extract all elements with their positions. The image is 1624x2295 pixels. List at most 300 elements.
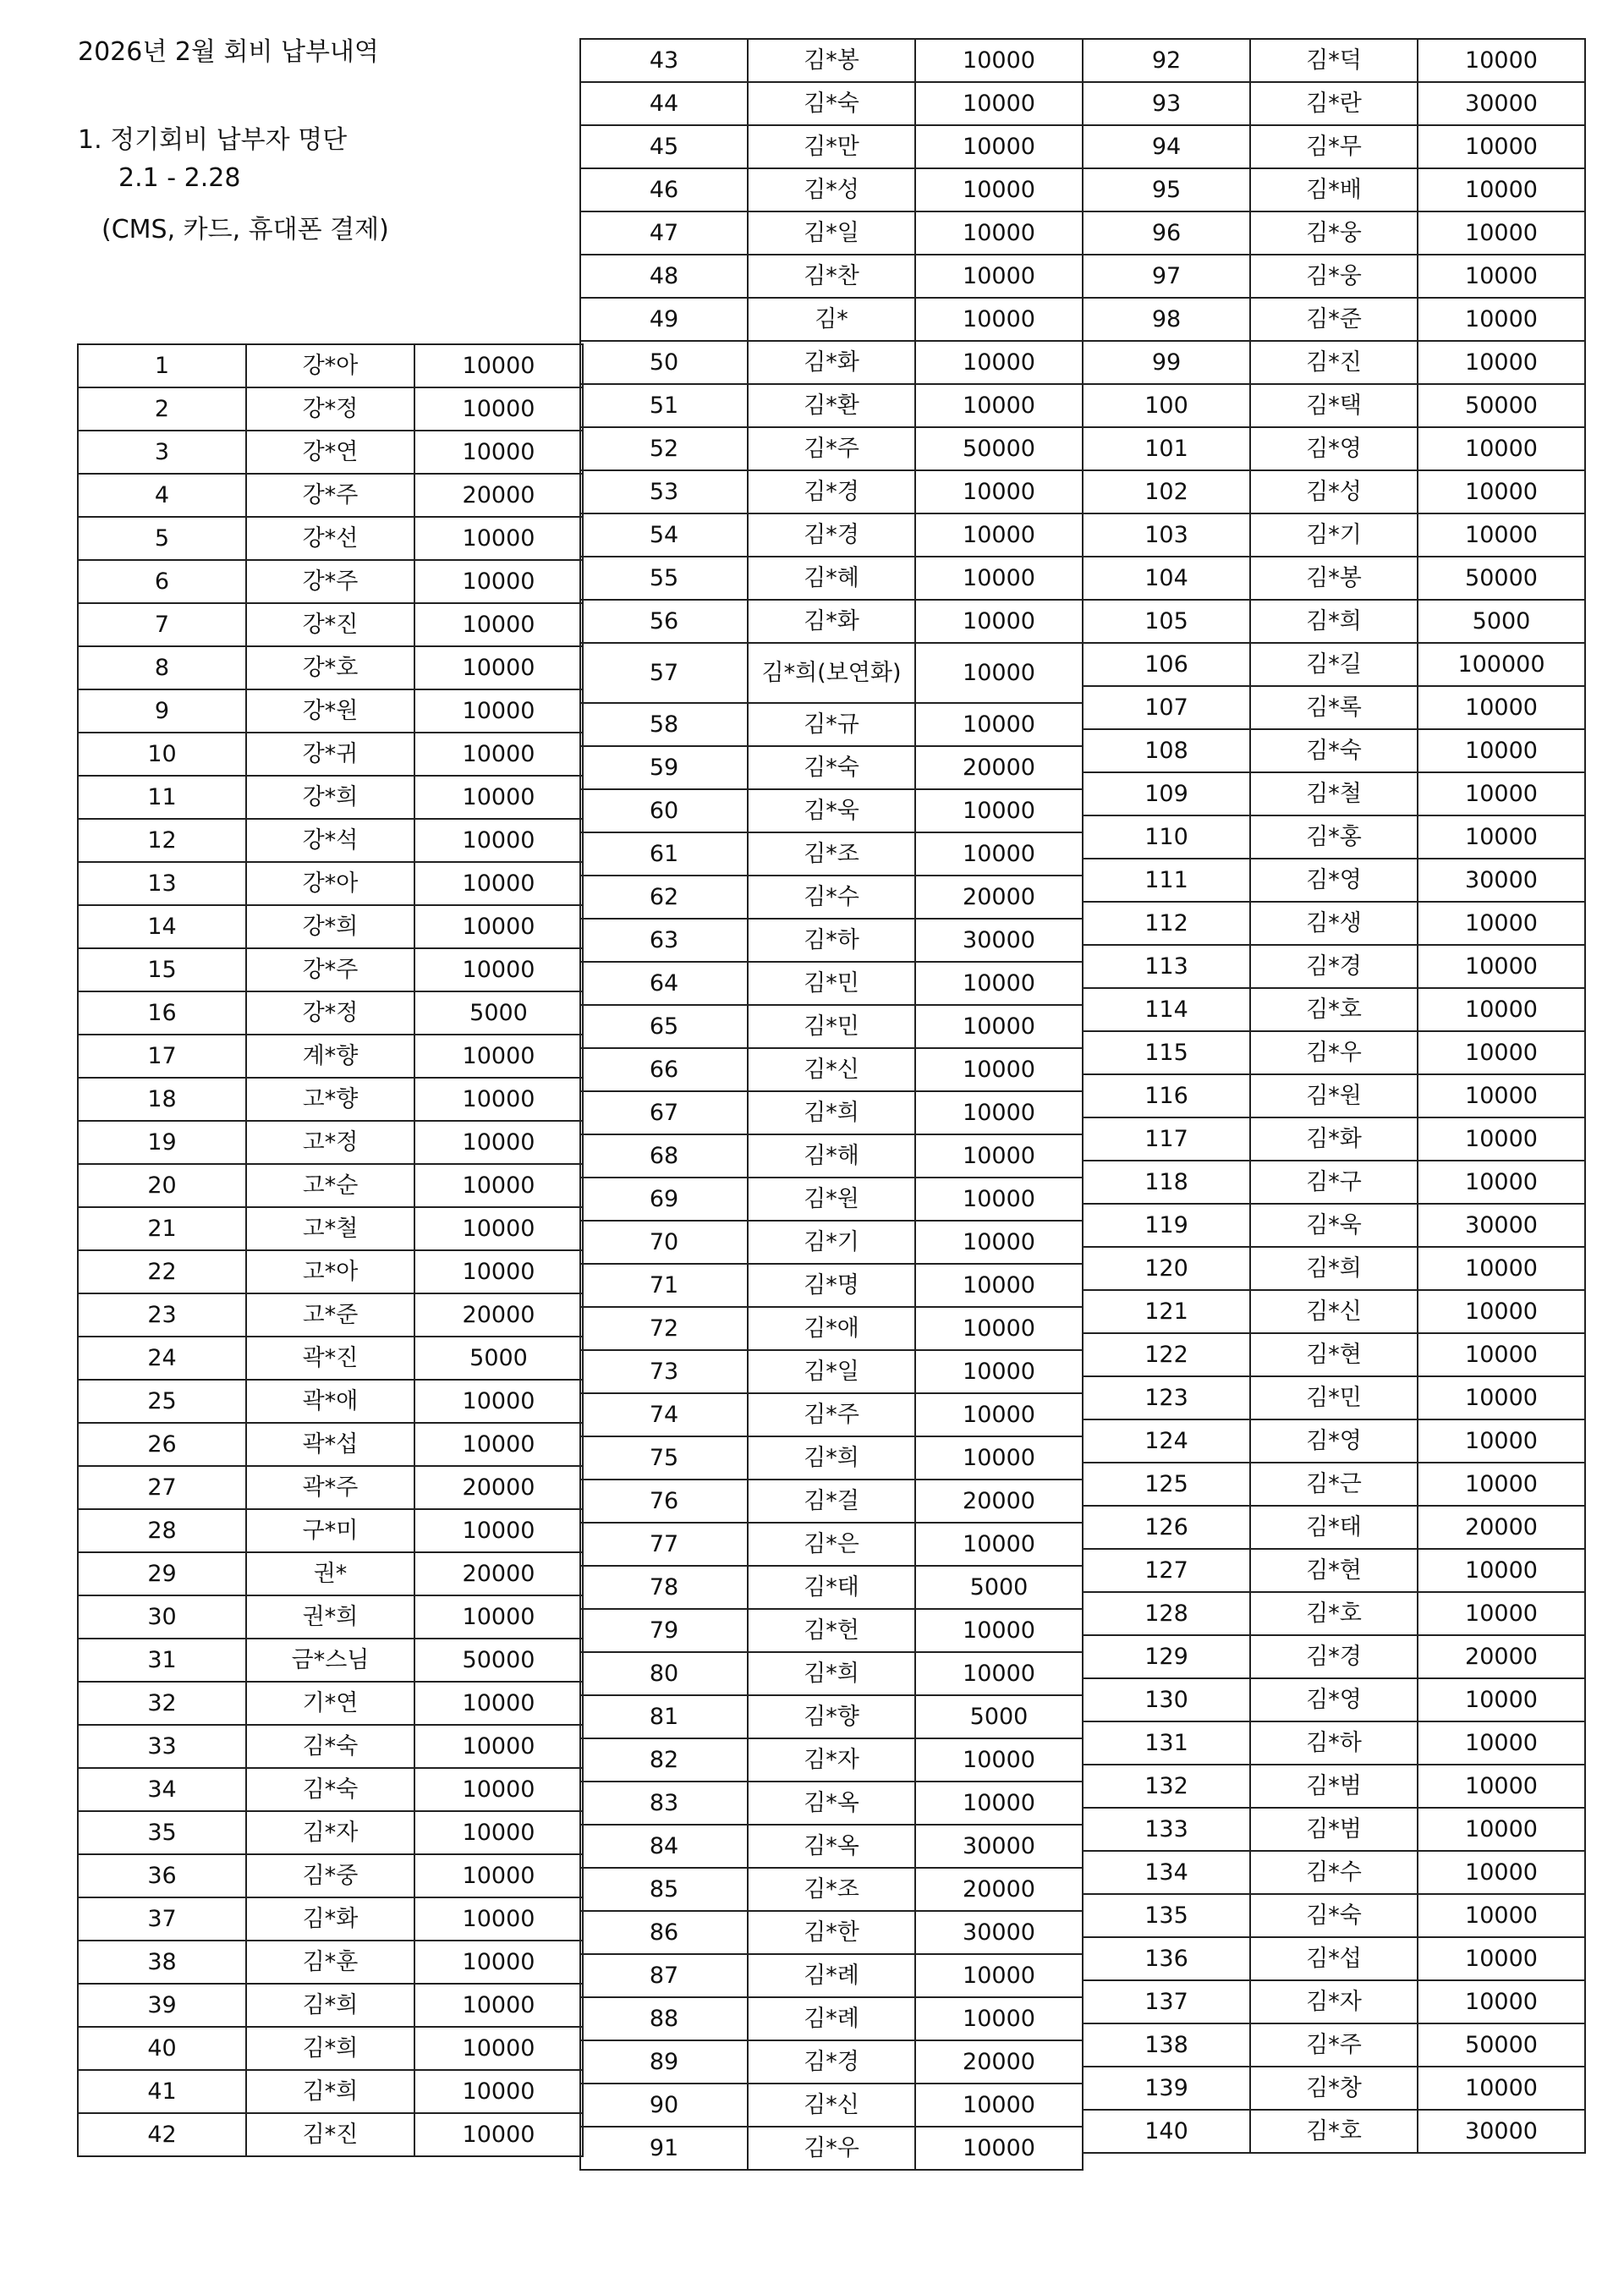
payer-number-cell: 88 [580, 1997, 748, 2040]
payer-amount-cell: 10000 [915, 1005, 1083, 1048]
payer-amount-cell: 10000 [1418, 1549, 1585, 1592]
payer-number-cell: 48 [580, 255, 748, 298]
payer-amount-cell: 10000 [915, 1997, 1083, 2040]
payer-number-cell: 6 [78, 560, 246, 603]
payer-amount-cell: 10000 [414, 1164, 583, 1207]
payer-row [580, 962, 1083, 1005]
payer-number-cell: 135 [1083, 1894, 1250, 1937]
payer-name-cell: 김*호 [1250, 2110, 1418, 2153]
payer-number-cell: 86 [580, 1911, 748, 1954]
payer-number-cell: 46 [580, 168, 748, 211]
payer-name-cell: 계*향 [246, 1035, 414, 1078]
payer-name-cell: 강*호 [246, 646, 414, 689]
payer-name-cell: 강*아 [246, 344, 414, 387]
payer-number-cell: 115 [1083, 1031, 1250, 1074]
payer-amount-cell: 30000 [1418, 1204, 1585, 1247]
payer-name-cell: 김*봉 [1250, 557, 1418, 600]
payer-number-cell: 100 [1083, 384, 1250, 427]
payer-name-cell: 금*스님 [246, 1639, 414, 1682]
payer-name-cell: 김*신 [748, 2084, 915, 2127]
payer-amount-cell: 20000 [915, 1868, 1083, 1911]
payer-name-cell: 김*근 [1250, 1463, 1418, 1506]
payer-amount-cell: 10000 [414, 387, 583, 431]
payer-amount-cell: 10000 [414, 862, 583, 905]
payer-row [78, 1466, 583, 1509]
payer-row [580, 832, 1083, 876]
payer-amount-cell: 30000 [915, 1911, 1083, 1954]
payer-amount-cell: 10000 [915, 1134, 1083, 1178]
payer-number-cell: 37 [78, 1897, 246, 1941]
payer-amount-cell: 20000 [915, 746, 1083, 789]
payer-name-cell: 강*원 [246, 689, 414, 733]
payer-row [78, 1509, 583, 1552]
payer-row [580, 1523, 1083, 1566]
payer-name-cell: 김*영 [1250, 1678, 1418, 1721]
payer-name-cell: 김*례 [748, 1954, 915, 1997]
payer-name-cell: 김*숙 [246, 1768, 414, 1811]
payer-row [1083, 1937, 1585, 1980]
payer-name-cell: 고*아 [246, 1250, 414, 1293]
payer-amount-cell: 10000 [414, 1984, 583, 2027]
payer-number-cell: 111 [1083, 859, 1250, 902]
payer-name-cell: 강*주 [246, 560, 414, 603]
payer-row [580, 255, 1083, 298]
payer-name-cell: 김*길 [1250, 643, 1418, 686]
payer-name-cell: 김*자 [1250, 1980, 1418, 2023]
payer-amount-cell: 20000 [414, 1552, 583, 1595]
payer-row [580, 298, 1083, 341]
payer-amount-cell: 10000 [915, 962, 1083, 1005]
payer-number-cell: 127 [1083, 1549, 1250, 1592]
payer-name-cell: 김*생 [1250, 902, 1418, 945]
payer-number-cell: 87 [580, 1954, 748, 1997]
payer-row [78, 1293, 583, 1337]
payer-number-cell: 36 [78, 1854, 246, 1897]
payer-number-cell: 9 [78, 689, 246, 733]
payer-name-cell: 김*일 [748, 1350, 915, 1393]
payer-row [1083, 1592, 1585, 1635]
payer-name-cell: 강*석 [246, 819, 414, 862]
payer-number-cell: 45 [580, 125, 748, 168]
payer-name-cell: 김*향 [748, 1695, 915, 1738]
payer-name-cell: 김*희 [748, 1091, 915, 1134]
payer-number-cell: 47 [580, 211, 748, 255]
payer-number-cell: 137 [1083, 1980, 1250, 2023]
payer-amount-cell: 5000 [414, 991, 583, 1035]
payer-number-cell: 16 [78, 991, 246, 1035]
payer-amount-cell: 10000 [1418, 298, 1585, 341]
payer-row [1083, 902, 1585, 945]
payer-row [78, 1337, 583, 1380]
payer-name-cell: 김*호 [1250, 988, 1418, 1031]
payer-number-cell: 74 [580, 1393, 748, 1436]
payer-name-cell: 고*정 [246, 1121, 414, 1164]
payer-row [1083, 643, 1585, 686]
payer-row [580, 876, 1083, 919]
payer-number-cell: 31 [78, 1639, 246, 1682]
payer-name-cell: 김*성 [1250, 470, 1418, 513]
payer-name-cell: 김*덕 [1250, 39, 1418, 82]
payer-row [78, 1854, 583, 1897]
payer-row [580, 2127, 1083, 2170]
payer-name-cell: 강*희 [246, 776, 414, 819]
payer-row [1083, 1980, 1585, 2023]
payer-number-cell: 29 [78, 1552, 246, 1595]
payer-name-cell: 김*경 [1250, 945, 1418, 988]
payer-amount-cell: 10000 [1418, 1031, 1585, 1074]
payer-amount-cell: 10000 [915, 1178, 1083, 1221]
payer-amount-cell: 10000 [1418, 988, 1585, 1031]
payer-number-cell: 17 [78, 1035, 246, 1078]
payer-row [78, 1552, 583, 1595]
payer-row [78, 2113, 583, 2156]
payer-number-cell: 81 [580, 1695, 748, 1738]
payer-number-cell: 58 [580, 703, 748, 746]
payer-amount-cell: 100000 [1418, 643, 1585, 686]
payer-number-cell: 21 [78, 1207, 246, 1250]
payer-amount-cell: 10000 [915, 82, 1083, 125]
payer-name-cell: 김*희 [1250, 1247, 1418, 1290]
payer-name-cell: 김*례 [748, 1997, 915, 2040]
payer-number-cell: 70 [580, 1221, 748, 1264]
payer-row [580, 2084, 1083, 2127]
payer-row [580, 1005, 1083, 1048]
payer-number-cell: 71 [580, 1264, 748, 1307]
payer-row [1083, 557, 1585, 600]
payer-number-cell: 44 [580, 82, 748, 125]
payer-number-cell: 108 [1083, 729, 1250, 772]
payer-number-cell: 3 [78, 431, 246, 474]
payer-name-cell: 김*옥 [748, 1825, 915, 1868]
payer-number-cell: 43 [580, 39, 748, 82]
document-title: 2026년 2월 회비 납부내역 [78, 37, 379, 67]
payer-row [580, 919, 1083, 962]
payer-amount-cell: 10000 [1418, 513, 1585, 557]
payer-name-cell: 김*웅 [1250, 255, 1418, 298]
payer-amount-cell: 10000 [414, 2070, 583, 2113]
payer-row [1083, 1721, 1585, 1765]
payer-number-cell: 5 [78, 517, 246, 560]
payer-row [580, 1997, 1083, 2040]
payer-amount-cell: 5000 [915, 1695, 1083, 1738]
payer-name-cell: 김*해 [748, 1134, 915, 1178]
payer-row [1083, 772, 1585, 815]
payer-row [1083, 1290, 1585, 1333]
payer-name-cell: 김*기 [748, 1221, 915, 1264]
payer-row [580, 1307, 1083, 1350]
payer-row [1083, 1074, 1585, 1117]
payer-number-cell: 125 [1083, 1463, 1250, 1506]
payer-amount-cell: 10000 [1418, 1808, 1585, 1851]
payer-number-cell: 33 [78, 1725, 246, 1768]
payer-name-cell: 김*숙 [1250, 729, 1418, 772]
payer-row [1083, 2110, 1585, 2153]
payer-number-cell: 22 [78, 1250, 246, 1293]
payer-name-cell: 강*귀 [246, 733, 414, 776]
payer-name-cell: 김*민 [748, 1005, 915, 1048]
payer-amount-cell: 10000 [915, 2127, 1083, 2170]
payer-number-cell: 94 [1083, 125, 1250, 168]
payer-name-cell: 곽*애 [246, 1380, 414, 1423]
payer-row [580, 557, 1083, 600]
payer-name-cell: 김*자 [246, 1811, 414, 1854]
payer-number-cell: 42 [78, 2113, 246, 2156]
payer-name-cell: 김*찬 [748, 255, 915, 298]
payer-amount-cell: 10000 [1418, 1765, 1585, 1808]
payer-name-cell: 김*범 [1250, 1808, 1418, 1851]
payer-number-cell: 30 [78, 1595, 246, 1639]
payer-amount-cell: 10000 [1418, 2067, 1585, 2110]
payer-row [1083, 82, 1585, 125]
payer-number-cell: 64 [580, 962, 748, 1005]
payer-amount-cell: 10000 [414, 819, 583, 862]
payer-row [580, 1868, 1083, 1911]
payer-amount-cell: 10000 [915, 1652, 1083, 1695]
payer-amount-cell: 10000 [414, 517, 583, 560]
payer-row [580, 384, 1083, 427]
payer-number-cell: 23 [78, 1293, 246, 1337]
payer-name-cell: 김*준 [1250, 298, 1418, 341]
payer-name-cell: 곽*주 [246, 1466, 414, 1509]
payer-table-column-2 [579, 38, 1084, 2171]
payer-name-cell: 김*범 [1250, 1765, 1418, 1808]
payer-name-cell: 김*창 [1250, 2067, 1418, 2110]
payer-number-cell: 59 [580, 746, 748, 789]
payer-amount-cell: 10000 [1418, 1678, 1585, 1721]
payer-number-cell: 101 [1083, 427, 1250, 470]
period-text: 2.1 - 2.28 [118, 163, 241, 193]
payer-name-cell: 김*원 [748, 1178, 915, 1221]
payer-amount-cell: 30000 [915, 1825, 1083, 1868]
payer-row [78, 1897, 583, 1941]
payer-amount-cell: 50000 [414, 1639, 583, 1682]
payer-name-cell: 곽*섭 [246, 1423, 414, 1466]
payer-number-cell: 91 [580, 2127, 748, 2170]
payer-name-cell: 김*화 [748, 341, 915, 384]
payer-row [1083, 686, 1585, 729]
payer-number-cell: 139 [1083, 2067, 1250, 2110]
payer-row [78, 1811, 583, 1854]
payer-name-cell: 김*현 [1250, 1549, 1418, 1592]
payer-row [78, 991, 583, 1035]
payer-amount-cell: 20000 [414, 474, 583, 517]
payer-amount-cell: 10000 [915, 1954, 1083, 1997]
payer-number-cell: 39 [78, 1984, 246, 2027]
payer-name-cell: 김*성 [748, 168, 915, 211]
payer-row [1083, 470, 1585, 513]
payer-name-cell: 김*진 [246, 2113, 414, 2156]
payer-name-cell: 고*향 [246, 1078, 414, 1121]
payer-name-cell: 김*헌 [748, 1609, 915, 1652]
payer-row [1083, 2067, 1585, 2110]
payer-name-cell: 강*정 [246, 387, 414, 431]
payer-name-cell: 김*현 [1250, 1333, 1418, 1376]
payer-name-cell: 권*희 [246, 1595, 414, 1639]
payer-name-cell: 김*자 [748, 1738, 915, 1782]
payer-number-cell: 54 [580, 513, 748, 557]
payer-row [78, 948, 583, 991]
payer-row [78, 2027, 583, 2070]
payer-amount-cell: 10000 [915, 341, 1083, 384]
payer-row [78, 1595, 583, 1639]
payer-name-cell: 김*희 [748, 1436, 915, 1480]
payer-amount-cell: 10000 [915, 1091, 1083, 1134]
payer-row [1083, 1635, 1585, 1678]
payer-table-column-1 [77, 343, 584, 2157]
payer-amount-cell: 10000 [915, 1523, 1083, 1566]
payer-amount-cell: 10000 [915, 298, 1083, 341]
payer-row [580, 82, 1083, 125]
payer-number-cell: 80 [580, 1652, 748, 1695]
payer-name-cell: 김*애 [748, 1307, 915, 1350]
payer-number-cell: 75 [580, 1436, 748, 1480]
payer-name-cell: 구*미 [246, 1509, 414, 1552]
payer-name-cell: 김*태 [1250, 1506, 1418, 1549]
payer-amount-cell: 10000 [915, 1307, 1083, 1350]
payer-name-cell: 강*선 [246, 517, 414, 560]
payer-number-cell: 98 [1083, 298, 1250, 341]
payer-name-cell: 김*기 [1250, 513, 1418, 557]
payer-name-cell: 고*순 [246, 1164, 414, 1207]
payer-number-cell: 10 [78, 733, 246, 776]
payer-row [580, 1091, 1083, 1134]
payer-name-cell: 김*규 [748, 703, 915, 746]
payer-number-cell: 134 [1083, 1851, 1250, 1894]
payer-row [580, 1825, 1083, 1868]
payer-name-cell: 김*한 [748, 1911, 915, 1954]
payer-row [1083, 1247, 1585, 1290]
payer-name-cell: 김*경 [748, 470, 915, 513]
payer-number-cell: 104 [1083, 557, 1250, 600]
payer-amount-cell: 10000 [915, 168, 1083, 211]
payer-amount-cell: 30000 [1418, 2110, 1585, 2153]
payer-number-cell: 18 [78, 1078, 246, 1121]
payer-name-cell: 김*구 [1250, 1161, 1418, 1204]
payer-name-cell: 김*영 [1250, 859, 1418, 902]
payer-number-cell: 12 [78, 819, 246, 862]
payer-amount-cell: 10000 [915, 643, 1083, 703]
payer-amount-cell: 10000 [414, 1380, 583, 1423]
payer-number-cell: 130 [1083, 1678, 1250, 1721]
payer-amount-cell: 10000 [414, 1897, 583, 1941]
payer-name-cell: 강*진 [246, 603, 414, 646]
payer-amount-cell: 20000 [915, 876, 1083, 919]
payer-name-cell: 김*영 [1250, 1419, 1418, 1463]
payer-amount-cell: 10000 [915, 125, 1083, 168]
payer-amount-cell: 10000 [1418, 686, 1585, 729]
payer-name-cell: 강*연 [246, 431, 414, 474]
payer-number-cell: 34 [78, 1768, 246, 1811]
payer-number-cell: 66 [580, 1048, 748, 1091]
payer-name-cell: 권* [246, 1552, 414, 1595]
payer-row [580, 1221, 1083, 1264]
payer-amount-cell: 10000 [414, 1811, 583, 1854]
payer-number-cell: 84 [580, 1825, 748, 1868]
payer-number-cell: 97 [1083, 255, 1250, 298]
payer-amount-cell: 10000 [1418, 168, 1585, 211]
payer-amount-cell: 20000 [414, 1293, 583, 1337]
payer-amount-cell: 30000 [1418, 82, 1585, 125]
payer-amount-cell: 10000 [414, 1682, 583, 1725]
payer-name-cell: 김*혜 [748, 557, 915, 600]
payer-number-cell: 52 [580, 427, 748, 470]
payer-amount-cell: 10000 [1418, 470, 1585, 513]
payer-name-cell: 김*경 [748, 2040, 915, 2084]
payer-number-cell: 107 [1083, 686, 1250, 729]
payer-amount-cell: 10000 [1418, 125, 1585, 168]
payer-number-cell: 38 [78, 1941, 246, 1984]
payer-row [580, 1480, 1083, 1523]
payer-row [1083, 211, 1585, 255]
payer-amount-cell: 10000 [414, 2027, 583, 2070]
payer-row [1083, 168, 1585, 211]
payer-name-cell: 김*주 [748, 1393, 915, 1436]
payer-row [1083, 384, 1585, 427]
payer-amount-cell: 50000 [1418, 384, 1585, 427]
payer-amount-cell: 20000 [1418, 1635, 1585, 1678]
payer-row [78, 1725, 583, 1768]
payer-name-cell: 강*주 [246, 474, 414, 517]
payer-number-cell: 120 [1083, 1247, 1250, 1290]
payer-name-cell: 김*화 [748, 600, 915, 643]
payer-name-cell: 고*준 [246, 1293, 414, 1337]
payer-number-cell: 114 [1083, 988, 1250, 1031]
payer-row [78, 1941, 583, 1984]
payer-amount-cell: 10000 [915, 1221, 1083, 1264]
payer-number-cell: 56 [580, 600, 748, 643]
payer-row [1083, 125, 1585, 168]
payer-amount-cell: 10000 [1418, 729, 1585, 772]
payer-row [1083, 1333, 1585, 1376]
payer-name-cell: 김*화 [1250, 1117, 1418, 1161]
payer-name-cell: 강*정 [246, 991, 414, 1035]
payer-amount-cell: 10000 [1418, 427, 1585, 470]
payer-number-cell: 121 [1083, 1290, 1250, 1333]
payer-name-cell: 김*무 [1250, 125, 1418, 168]
payer-name-cell: 김*욱 [748, 789, 915, 832]
payer-row [580, 600, 1083, 643]
payer-number-cell: 129 [1083, 1635, 1250, 1678]
payer-number-cell: 112 [1083, 902, 1250, 945]
payer-amount-cell: 10000 [915, 39, 1083, 82]
payer-amount-cell: 10000 [1418, 1419, 1585, 1463]
payer-amount-cell: 10000 [1418, 815, 1585, 859]
payer-amount-cell: 10000 [1418, 1290, 1585, 1333]
payer-amount-cell: 10000 [414, 1250, 583, 1293]
payer-amount-cell: 30000 [1418, 859, 1585, 902]
payer-amount-cell: 10000 [414, 1509, 583, 1552]
payer-row [78, 431, 583, 474]
payer-row [78, 1768, 583, 1811]
payer-row [580, 1738, 1083, 1782]
payer-amount-cell: 20000 [1418, 1506, 1585, 1549]
payer-name-cell: 김*태 [748, 1566, 915, 1609]
payer-number-cell: 99 [1083, 341, 1250, 384]
payer-row [580, 1954, 1083, 1997]
payer-name-cell: 김*주 [748, 427, 915, 470]
payer-row [78, 1380, 583, 1423]
payer-amount-cell: 10000 [414, 431, 583, 474]
payer-name-cell: 김*은 [748, 1523, 915, 1566]
payer-amount-cell: 20000 [915, 2040, 1083, 2084]
payer-number-cell: 140 [1083, 2110, 1250, 2153]
payer-table-column-3 [1082, 38, 1586, 2154]
payer-amount-cell: 10000 [1418, 1721, 1585, 1765]
payer-row [580, 1178, 1083, 1221]
payer-row [580, 1566, 1083, 1609]
payer-row [580, 643, 1083, 703]
payer-row [78, 387, 583, 431]
